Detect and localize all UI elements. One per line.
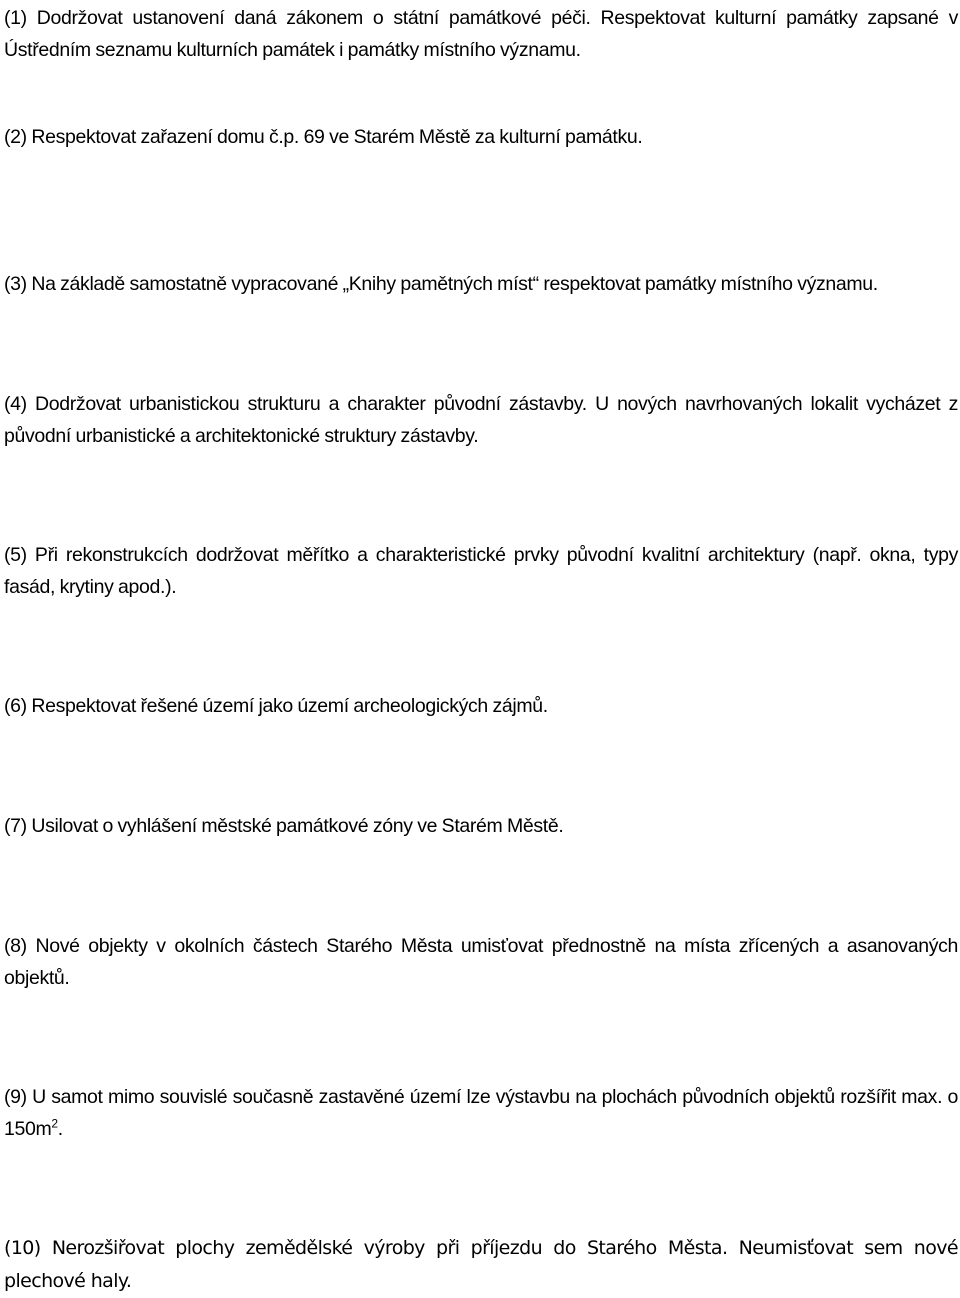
paragraph-9-text: (9) U samot mimo souvislé současně zastavěné území lze výstavbu na plochách původních objektů rozšířit max. o 150m <box>4 1086 958 1140</box>
superscript-two: 2 <box>51 1116 58 1131</box>
paragraph-3: (3) Na základě samostatně vypracované „Knihy pamětných míst“ respektovat památky místního významu. <box>4 273 878 295</box>
paragraph-6: (6) Respektovat řešené území jako území archeologických zájmů. <box>4 695 548 717</box>
paragraph-4: (4) Dodržovat urbanistickou strukturu a charakter původní zástavby. U nových navrhovaných lokalit vycházet z původní urbanistické a architektonické struktury zástavby. <box>4 393 958 447</box>
paragraph-9 <box>4 1081 958 1145</box>
paragraph-9-end: . <box>57 1118 63 1140</box>
paragraph-5: (5) Při rekonstrukcích dodržovat měřítko a charakteristické prvky původní kvalitní architektury (např. okna, typy fasád, krytiny apod.). <box>4 544 958 598</box>
paragraph-7: (7) Usilovat o vyhlášení městské památkové zóny ve Starém Městě. <box>4 815 564 837</box>
paragraph-2: (2) Respektovat zařazení domu č.p. 69 ve Starém Městě za kulturní památku. <box>4 126 643 148</box>
paragraph-1: (1) Dodržovat ustanovení daná zákonem o státní památkové péči. Respektovat kulturní památky zapsané v Ústředním seznamu kulturních památek i památky místního významu. <box>4 7 958 61</box>
paragraph-8: (8) Nové objekty v okolních částech Starého Města umisťovat přednostně na místa zřícených a asanovaných objektů. <box>4 935 958 989</box>
paragraph-10: (10) Nerozšiřovat plochy zemědělské výroby při příjezdu do Starého Města. Neumisťovat sem nové plechové haly. <box>4 1237 958 1292</box>
